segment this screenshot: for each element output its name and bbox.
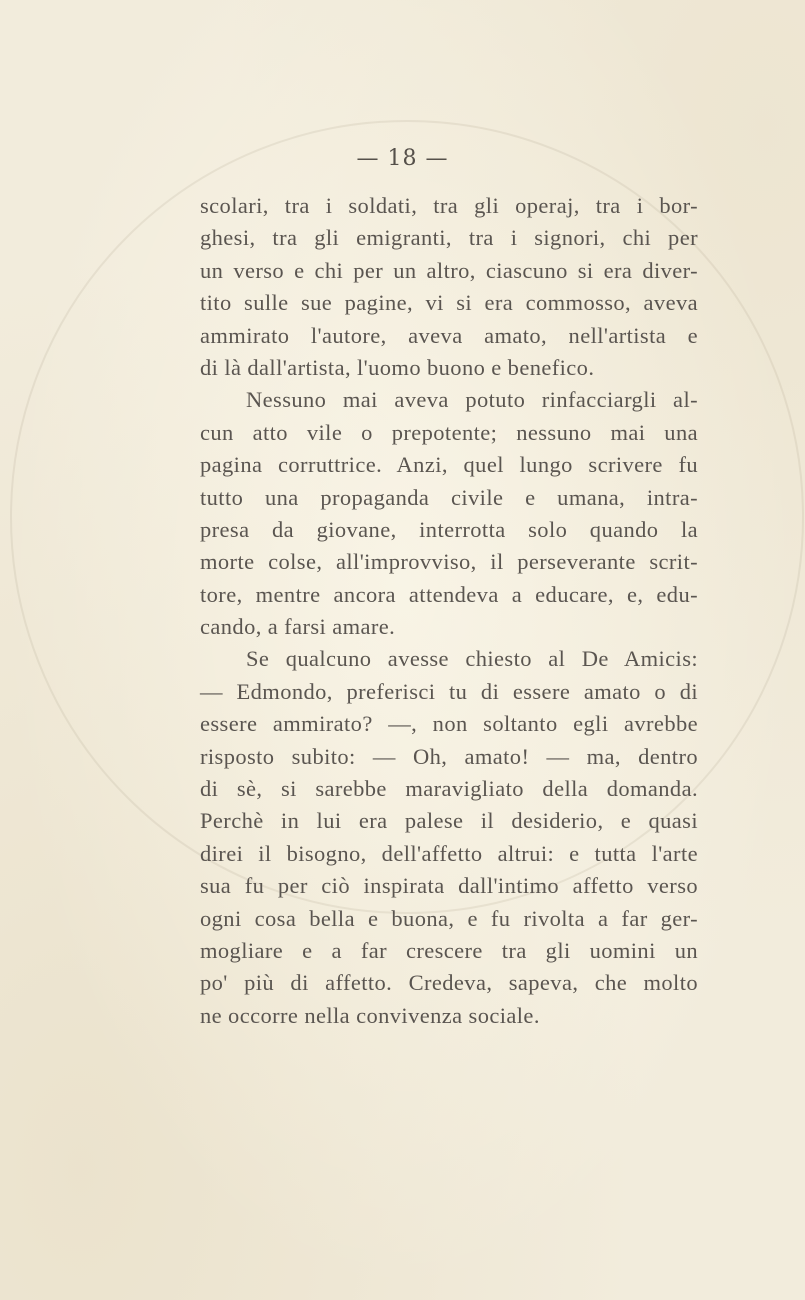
text-line: di là dall'artista, l'uomo buono e benefico. <box>200 354 595 380</box>
text-line: ogni cosa bella e buona, e fu rivolta a far ger- <box>200 905 698 931</box>
body-text <box>200 190 698 1032</box>
text-line: essere ammirato? —, non soltanto egli avrebbe <box>200 711 698 737</box>
text-line: direi il bisogno, dell'affetto altrui: e tutta l'arte <box>200 840 698 866</box>
text-line: tito sulle sue pagine, vi si era commosso, aveva <box>200 290 698 316</box>
text-line: di sè, si sarebbe maravigliato della domanda. <box>200 776 698 802</box>
text-line: — Edmondo, preferisci tu di essere amato o di <box>200 678 698 704</box>
text-line: sua fu per ciò inspirata dall'intimo affetto verso <box>200 873 698 899</box>
text-line: tore, mentre ancora attendeva a educare, e, edu- <box>200 581 698 607</box>
text-line: presa da giovane, interrotta solo quando la <box>200 516 698 542</box>
text-line: un verso e chi per un altro, ciascuno si era diver- <box>200 257 698 283</box>
text-line: ne occorre nella convivenza sociale. <box>200 1002 540 1028</box>
text-line: po' più di affetto. Credeva, sapeva, che molto <box>200 970 698 996</box>
text-line: cando, a farsi amare. <box>200 614 396 640</box>
text-line: morte colse, all'improvviso, il perseverante scrit- <box>200 549 698 575</box>
text-line: scolari, tra i soldati, tra gli operaj, tra i bor- <box>200 193 698 218</box>
text-line: mogliare e a far crescere tra gli uomini un <box>200 937 698 963</box>
text-line: ammirato l'autore, aveva amato, nell'artista e <box>200 322 698 348</box>
text-line: Perchè in lui era palese il desiderio, e quasi <box>200 808 698 834</box>
page-number: — 18 — <box>356 146 449 171</box>
text-line: tutto una propaganda civile e umana, intra- <box>200 484 698 510</box>
text-line: Nessuno mai aveva potuto rinfacciargli al- <box>246 387 698 413</box>
text-line: ghesi, tra gli emigranti, tra i signori, chi per <box>200 225 698 251</box>
text-line: pagina corruttrice. Anzi, quel lungo scrivere fu <box>200 452 698 478</box>
text-line: cun atto vile o prepotente; nessuno mai una <box>200 419 698 445</box>
text-line: risposto subito: — Oh, amato! — ma, dentro <box>200 743 698 769</box>
text-line: Se qualcuno avesse chiesto al De Amicis: <box>246 646 698 672</box>
